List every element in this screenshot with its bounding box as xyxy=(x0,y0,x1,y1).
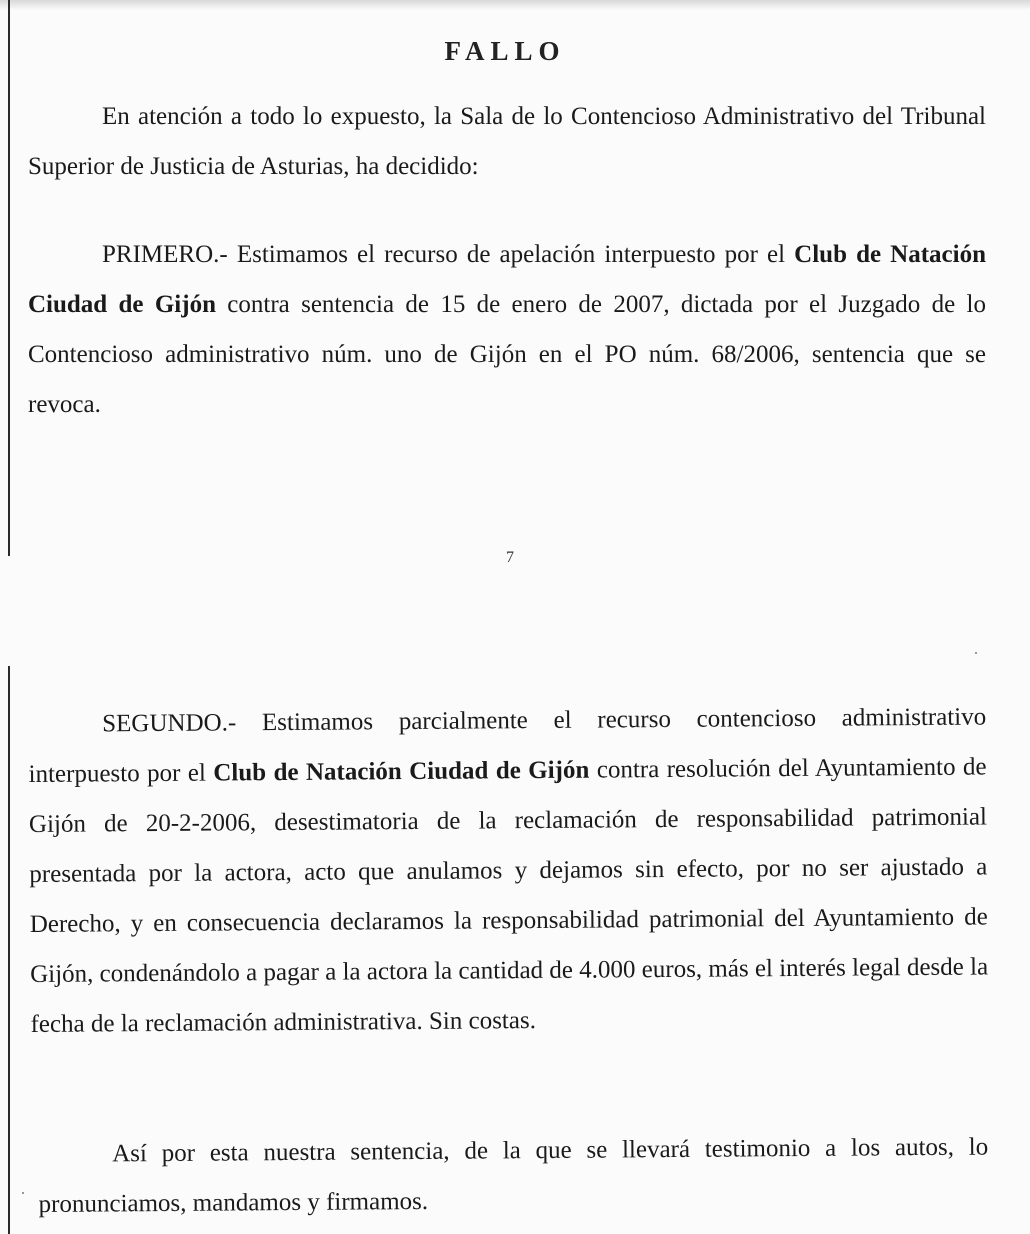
primero-paragraph xyxy=(28,230,986,430)
closing-text: Así por esta nuestra sentencia, de la que se llevará testimonio a los autos, lo pronunciamos, mandamos y firmamos. xyxy=(38,1133,989,1218)
left-margin-line xyxy=(8,666,10,1234)
segundo-party: Club de Natación Ciudad de Gijón xyxy=(213,756,590,787)
closing-paragraph xyxy=(38,1123,989,1230)
primero-text-2: contra sentencia de 15 de enero de 2007, dictada por el Juzgado de lo Contencioso administrativo núm. uno de Gijón en el PO núm. 68/2006, sentencia que se revoca. xyxy=(28,291,986,418)
scan-speck xyxy=(975,652,977,654)
left-margin-line xyxy=(8,0,10,556)
primero-text-1: Estimamos el recurso de apelación interpuesto por el xyxy=(227,241,795,268)
intro-text: En atención a todo lo expuesto, la Sala de lo Contencioso Administrativo del Tribunal Superior de Justicia de Asturias, ha decidido: xyxy=(28,103,986,180)
page-bottom-section xyxy=(0,600,1030,1234)
primero-label: PRIMERO.- xyxy=(102,241,228,268)
segundo-text-1: Estimamos parcialmente el recurso contencioso administrativo interpuesto por el xyxy=(28,703,987,788)
scan-shadow xyxy=(0,0,1030,10)
scan-speck xyxy=(22,1192,24,1194)
segundo-label: SEGUNDO.- xyxy=(102,709,237,738)
intro-paragraph xyxy=(28,92,986,192)
paragraph-indent xyxy=(28,731,102,732)
primero-party: Club de Natación Ciudad de Gijón xyxy=(28,241,987,318)
page-top-section xyxy=(0,0,1030,600)
paragraph-indent xyxy=(38,1161,112,1162)
segundo-text-2: contra resolución del Ayuntamiento de Gijón de 20-2-2006, desestimatoria de la reclamación de responsabilidad patrimonial presentada por la actora, acto que anulamos y dejamos sin efecto, por no ser ajustado a Derecho, y en consecuencia declaramos la responsabilidad patrimonial del Ayuntamiento de Gijón, condenándolo a pagar a la actora la cantidad de 4.000 euros, más el interés legal desde la fecha de la reclamación administrativa. Sin costas. xyxy=(28,753,989,1038)
page-number: 7 xyxy=(506,549,514,566)
segundo-paragraph xyxy=(28,692,989,1050)
document-title: FALLO xyxy=(444,36,566,66)
